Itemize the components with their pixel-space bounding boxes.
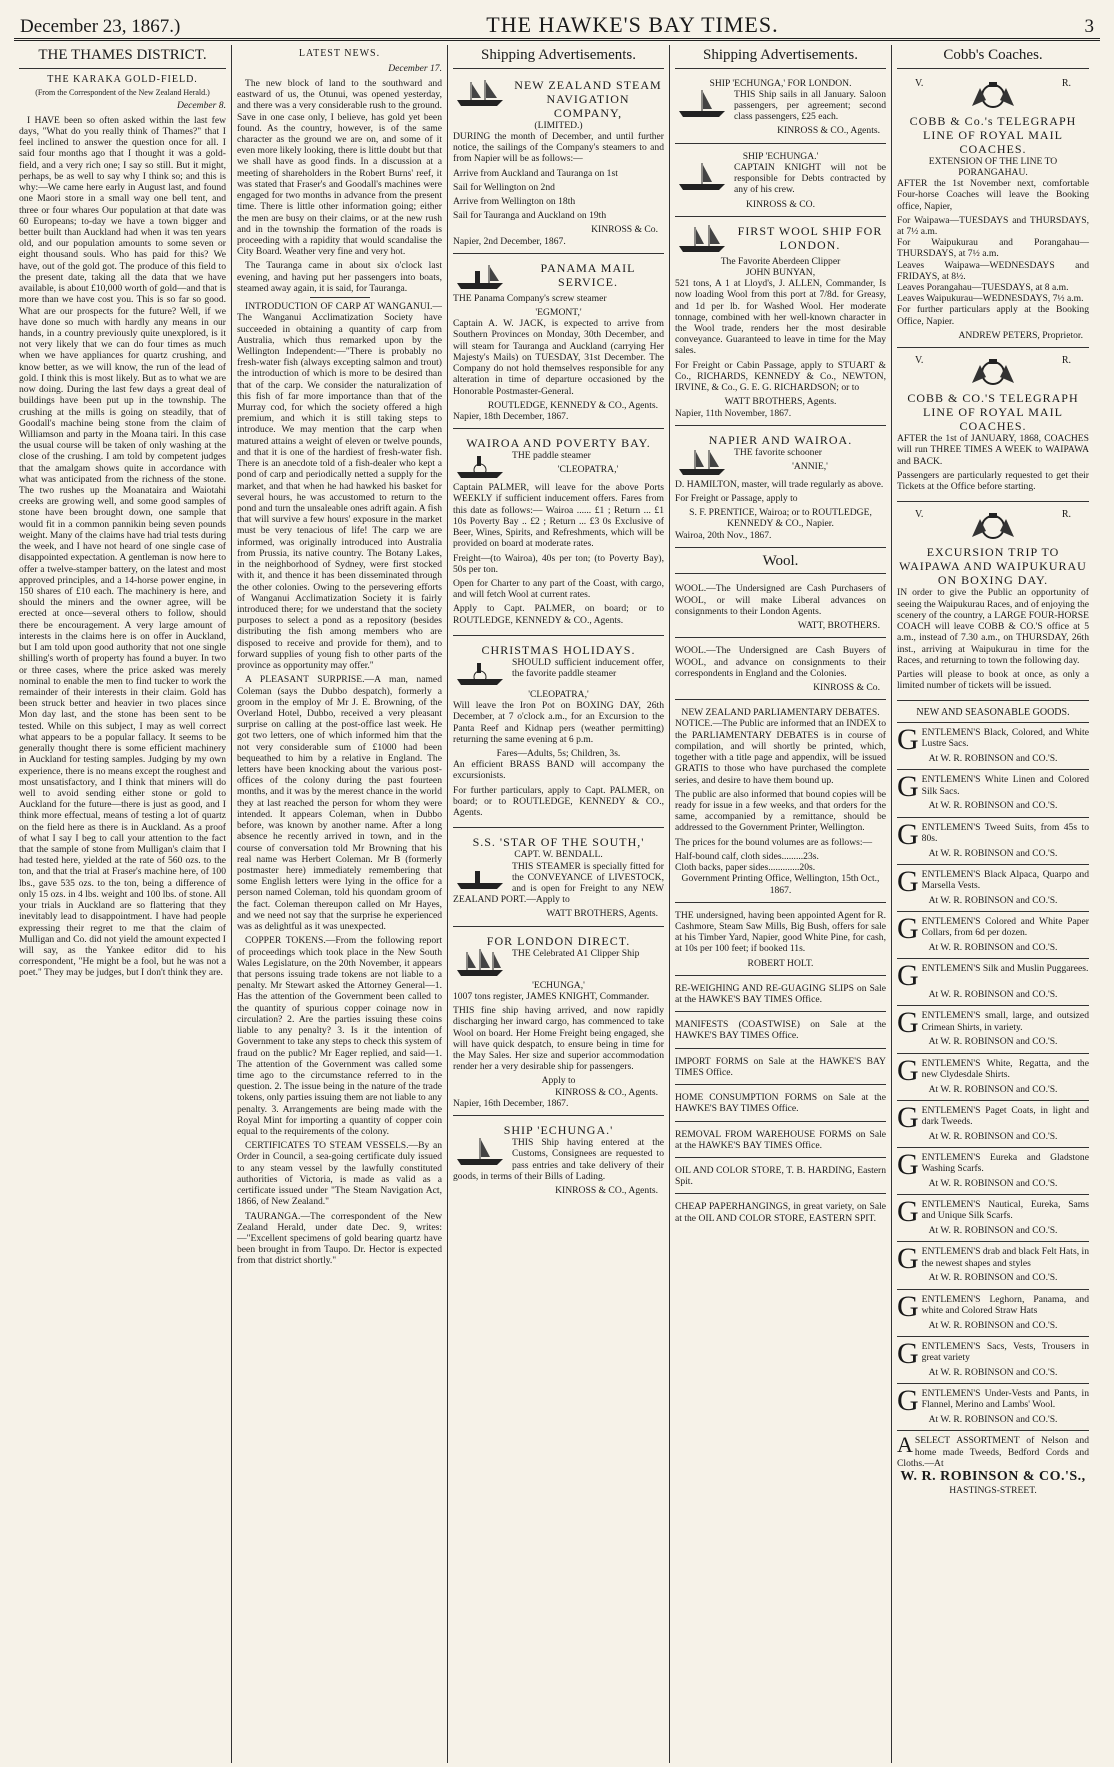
robinson-final-street: HASTINGS-STREET.	[949, 1485, 1037, 1497]
echunga-entry-body: THIS Ship having entered at the Customs, Consignees are requested to pass entries and take delivery of their goods, in terms of their Bills of Lading.	[453, 1137, 664, 1182]
nz-steam-sub: (LIMITED.)	[534, 119, 583, 131]
goods-item-text: ENTLEMEN'S Silk and Muslin Puggarees.	[921, 963, 1089, 975]
nz-steam-ad	[453, 74, 664, 254]
goods-item: GENTLEMEN'S White Linen and Colored Silk Sacs. At W. R. ROBINSON and CO.'S.	[897, 770, 1089, 817]
thames-date: December 8.	[176, 99, 226, 111]
cobb-telegraph-sub: EXTENSION OF THE LINE TO PORANGAHAU.	[928, 155, 1058, 178]
column-shipping-1	[448, 45, 670, 1763]
christmas-band: An efficient BRASS BAND will accompany the excursionists.	[453, 759, 664, 782]
goods-item-at: At W. R. ROBINSON and CO.'S.	[928, 1178, 1058, 1190]
news-paragraph: INTRODUCTION OF CARP AT WANGANUI.—The Wanganui Acclimatization Society have succeeded in obtaining a quantity of carp from Australia, which thus remarked upon by the Wellington Independent:—"There is probably no fresh-water fish (always excepting salmon and trout) the introduction of which is more to be desired than that of the carp. We consider the naturalization of this fish of far more importance than that of the Murray cod, for which the society offered a high premium, and which it is still taking steps to introduce. We may mention that the carp when matured attains a weight of eleven or twelve pounds, and that it is one of the hardiest of fresh-water fish. There is an anecdote told of a fish-dealer who kept a pond of carp and periodically netted a supply for the market, and that when he had hawked his basket for several hours, he was accustomed to return to the pond and turn the unsaleable ones adrift again. A fish that will survive a few hours' exposure in the market must be very tenacious of life! The carp we are informed, was originally introduced into Australia from Prussia, its native country. The Botany Lakes, in the neighborhood of Sydney, were first stocked with it, and thence it has been disseminated through the other colonies. Owing to the persevering efforts of Wanganui Acclimatization Society it is fairly introduced there; for we understand that the society purposes to select a pond as a repository (besides distributing the fish among members who are disposed to receive and provide for them), and to forward supplies of young fish to other parts of the province as opportunity may offer."	[237, 301, 442, 672]
wairoa-charter: Open for Charter to any part of the Coast, with cargo, and will fetch Wool at current rates.	[453, 578, 664, 601]
debates-ad	[675, 703, 886, 903]
home-consumption-ad: HOME CONSUMPTION FORMS on Sale at the HAWKE'S BAY TIMES Office.	[675, 1088, 886, 1121]
wool-watt-body: WOOL.—The Undersigned are Cash Purchasers of WOOL, or will make Liberal advances on consignments to their London Agents.	[675, 583, 886, 617]
panama-ship: 'EGMONT,'	[535, 307, 582, 319]
goods-item-at: At W. R. ROBINSON and CO.'S.	[928, 989, 1058, 1001]
panama-body: Captain A. W. JACK, is expected to arrive from Southern Provinces on Monday, 30th December, and will steam for Tauranga and Auckland (carrying Her Majesty's Mails) on TUESDAY, 31st December. The Company do not hold themselves responsible for any alteration in time of departure occasioned by the Honorable Postmaster-General.	[453, 318, 664, 397]
echunga-london-body: THIS Ship sails in all January. Saloon passengers, per agreement; second class passengers, £25 each.	[734, 88, 886, 123]
cobb-schedule: For Waipukurau and Porangahau—THURSDAYS, at 7½ a.m.	[897, 237, 1089, 260]
thames-heading: THE THAMES DISTRICT.	[19, 45, 226, 69]
goods-item: GENTLEMEN'S Black, Colored, and White Lustre Sacs. At W. R. ROBINSON and CO.'S.	[897, 723, 1089, 770]
goods-item-text: ENTLEMEN'S Leghorn, Panama, and white and Colored Straw Hats	[921, 1293, 1089, 1316]
masthead	[14, 8, 1100, 41]
cobb-telegraph-ad	[897, 74, 1089, 349]
vr-v: V.	[915, 509, 924, 521]
debates-price-line: Cloth backs, paper sides.............20s.	[675, 862, 816, 874]
panama-ad	[453, 257, 664, 429]
cobb-telegraph-title: COBB & Co.'s TELEGRAPH LINE OF ROYAL MAIL COACHES.	[909, 113, 1077, 156]
robinson-final-sig: W. R. ROBINSON & CO.'S.,	[900, 1469, 1086, 1485]
goods-item: GENTLEMEN'S Tweed Suits, from 45s to 80s. At W. R. ROBINSON and CO.'S.	[897, 818, 1089, 865]
debates-price-line: Half-bound calf, cloth sides.........23s.	[675, 850, 819, 862]
christmas-body: SHOULD sufficient inducement offer, the favorite paddle steamer	[512, 656, 664, 680]
royal-crest-icon	[958, 80, 1028, 112]
goods-item: GENTLEMEN'S Silk and Muslin Puggarees. At W. R. ROBINSON and CO.'S.	[897, 959, 1089, 1006]
christmas-ad	[453, 639, 664, 828]
page-number: 3	[1084, 16, 1094, 37]
goods-heading: NEW AND SEASONABLE GOODS.	[897, 704, 1089, 723]
wairoa-freight: Freight—(to Wairoa), 40s per ton; (to Poverty Bay), 50s per ton.	[453, 552, 664, 575]
napier-wairoa-body: D. HAMILTON, master, will trade regularly as above.	[675, 478, 884, 490]
goods-item: GENTLEMEN'S small, large, and outsized Crimean Shirts, in variety. At W. R. ROBINSON and CO.'S.	[897, 1006, 1089, 1053]
cobb-telegraph-body2: For further particulars apply at the Booking Office, Napier.	[897, 304, 1089, 327]
echunga-debts-title: SHIP 'ECHUNGA.'	[742, 150, 819, 162]
column-thames	[14, 45, 232, 1763]
london-direct-line: THE Celebrated A1 Clipper Ship	[512, 947, 640, 959]
goods-item-text: ENTLEMEN'S Nautical, Eureka, Sams and Unique Silk Scarfs.	[921, 1199, 1089, 1222]
wairoa-line: THE paddle steamer	[512, 450, 591, 462]
cobb-schedule: Leaves Waipukurau—WEDNESDAYS, 7½ a.m.	[897, 293, 1084, 305]
goods-item: GENTLEMEN'S Nautical, Eureka, Sams and Unique Silk Scarfs. At W. R. ROBINSON and CO.'S.	[897, 1195, 1089, 1242]
goods-item-text: ENTLEMEN'S drab and black Felt Hats, in the newest shapes and styles	[921, 1246, 1089, 1269]
column-latest-news	[232, 45, 448, 1763]
goods-item-at: At W. R. ROBINSON and CO.'S.	[928, 1225, 1058, 1237]
goods-item-text: ENTLEMEN'S White Linen and Colored Silk Sacs.	[921, 774, 1089, 797]
manifests-ad: MANIFESTS (COASTWISE) on Sale at the HAWKE'S BAY TIMES Office.	[675, 1015, 886, 1048]
nz-steam-arrive: Arrive from Auckland and Tauranga on 1st	[453, 167, 618, 179]
goods-item-text: ENTLEMEN'S Black, Colored, and White Lustre Sacs.	[921, 727, 1089, 750]
ship-icon	[675, 89, 729, 119]
news-paragraph: The new block of land to the southward and eastward of us, the Otunui, was opened yesterday, and there was a very considerable rush to the ground. Save in one case only, I believe, has gold yet been found. As the country, however, is of the same character as the ground we are on, and some of it even more likely looking, there is little doubt but that we shall have as good finds. In a discussion at a meeting of shareholders in the Robert Burns' reef, it was stated that Fraser's and Goodall's machines were engaged for two months in advance from the present time. There is little other information going; either the men are busy on their claims, or at the new rush and in the township the formation of the roads is proceeding with a rapidity that would scandalise the City Board. Weather very fine and very hot.	[237, 77, 442, 258]
panama-title: PANAMA MAIL SERVICE.	[540, 260, 636, 289]
excursion-body2: Parties will please to book at once, as only a limited number of tickets will be issued.	[897, 668, 1089, 692]
masthead-title: THE HAWKE'S BAY TIMES.	[486, 12, 779, 37]
nz-steam-body: DURING the month of December, and until further notice, the sailings of the Company's steamers to and from Napier will be as follows:—	[453, 130, 664, 165]
goods-item-text: ENTLEMEN'S White, Regatta, and the new Clydesdale Shirts.	[921, 1057, 1089, 1080]
christmas-ship: 'CLEOPATRA,'	[528, 688, 589, 700]
ship-icon	[675, 162, 729, 192]
goods-item: GENTLEMEN'S Leghorn, Panama, and white and Colored Straw Hats At W. R. ROBINSON and CO.'S.	[897, 1290, 1089, 1337]
vr-v: V.	[915, 355, 924, 367]
timber-body: THE undersigned, having been appointed Agent for R. Cashmore, Steam Saw Mills, Big Bush, offers for sale at his Timber Yard, Napier, good White Pine, for cash, at 10s per 100 feet; if booked 11s.	[675, 909, 886, 955]
goods-item: GENTLEMEN'S Black Alpaca, Quarpo and Marsella Vests. At W. R. ROBINSON and CO.'S.	[897, 865, 1089, 912]
news-paragraph: CERTIFICATES TO STEAM VESSELS.—By an Order in Council, a sea-going certificate duly issued to any steam vessel by the lawfully constituted authorities of Victoria, is made as valid as a certificate issued under "The Steam Navigation Act, 1866, of New Zealand."	[237, 1140, 442, 1208]
removal-ad: REMOVAL FROM WAREHOUSE FORMS on Sale at the HAWKE'S BAY TIMES Office.	[675, 1125, 886, 1158]
wool-watt-ad	[675, 579, 886, 638]
news-paragraph: The Tauranga came in about six o'clock last evening, and having put her passengers into boats, steamed away again, it is said, for Tauranga.	[237, 260, 442, 294]
napier-wairoa-apply: For Freight or Passage, apply to	[675, 493, 798, 505]
ship-icon	[453, 1137, 507, 1167]
goods-item: GENTLEMEN'S Paget Coats, in light and dark Tweeds. At W. R. ROBINSON and CO.'S.	[897, 1101, 1089, 1148]
goods-item-text: ENTLEMEN'S Eureka and Gladstone Washing Scarfs.	[921, 1152, 1089, 1175]
wairoa-apply: Apply to Capt. PALMER, on board; or to ROUTLEDGE, KENNEDY & CO., Agents.	[453, 603, 664, 626]
goods-item: GENTLEMEN'S Colored and White Paper Collars, from 6d per dozen. At W. R. ROBINSON and CO.'S.	[897, 912, 1089, 959]
excursion-body: IN order to give the Public an opportunity of seeing the Waipukurau Races, and of enjoying the scenery of the country, a LARGE FOUR-HORSE COACH will leave COBB & CO.'S office at 5 a.m., instead of 7.30 a.m., on THURSDAY, 26th inst., arriving at Waipukurau in time for the Races, and returning to town the following day.	[897, 587, 1089, 666]
goods-item: GENTLEMEN'S Eureka and Gladstone Washing Scarfs. At W. R. ROBINSON and CO.'S.	[897, 1148, 1089, 1195]
excursion-title: EXCURSION TRIP TO WAIPAWA AND WAIPUKURAU ON BOXING DAY.	[899, 545, 1087, 588]
christmas-title: CHRISTMAS HOLIDAYS.	[481, 642, 636, 657]
goods-item: GENTLEMEN'S Sacs, Vests, Trousers in great variety At W. R. ROBINSON and CO.'S.	[897, 1337, 1089, 1384]
nz-steam-date: Napier, 2nd December, 1867.	[453, 235, 566, 247]
reweighing-ad: RE-WEIGHING AND RE-GUAGING SLIPS on Sale at the HAWKE'S BAY TIMES Office.	[675, 979, 886, 1012]
ship-icon	[453, 861, 507, 891]
goods-item-at: At W. R. ROBINSON and CO.'S.	[928, 847, 1058, 859]
news-paragraph: A PLEASANT SURPRISE.—A man, named Coleman (says the Dubbo despatch), formerly a groom in the employ of Mr J. E. Browning, of the Overland Hotel, Dubbo, received a very pleasant surprise on calling at the post-office last week. He got two letters, one of which informed him that the not very considerable sum of £1000 had been bequeathed to him by a relative in England. The letters have been knocking about the various post-offices of the colony during the past fourteen months, and it was by the merest chance in the world they at last reached the person for whom they were intended. It appears Coleman, when in Dubbo before, was known by another name. After a long absence he recently arrived in town, and in the course of conversation told Mr Browning that his real name was Herbert Coleman. Mr B (formerly postmaster here) immediately remembering that some English letters were lying in the office for a person named Coleman, told his quondam groom of the fact. Coleman thereupon called on Mr Hayes, and we need not say that the surprise he experienced was as delightful as it was unexpected.	[237, 674, 442, 933]
masthead-date: December 23, 1867.)	[20, 16, 181, 37]
star-south-title: S.S. 'STAR OF THE SOUTH,'	[472, 835, 645, 850]
christmas-apply: For further particulars, apply to Capt. PALMER, on board; or to ROUTLEDGE, KENNEDY & CO., Agents.	[453, 784, 664, 819]
london-direct-title: FOR LONDON DIRECT.	[486, 933, 631, 948]
cobb-schedule: Leaves Waipawa—WEDNESDAYS and FRIDAYS, at 8½.	[897, 259, 1089, 282]
ship-icon	[453, 261, 507, 291]
import-forms-ad: IMPORT FORMS on Sale at the HAWKE'S BAY TIMES Office.	[675, 1052, 886, 1085]
first-wool-body2: 521 tons, A 1 at Lloyd's, J. ALLEN, Commander, Is now loading Wool from this port at 7/8d. for Greasy, and 1d per lb. for Washed Wool. Her moderate tonnage, combined with her well-known character in the Wool trade, renders her the most desirable conveyance. Guaranteed to leave in time for the May sales.	[675, 278, 886, 357]
goods-item-at: At W. R. ROBINSON and CO.'S.	[928, 1414, 1058, 1426]
royal-crest-icon	[958, 357, 1028, 389]
first-wool-title: FIRST WOOL SHIP FOR LONDON.	[737, 223, 883, 252]
debates-prices: The prices for the bound volumes are as follows:—	[675, 836, 873, 848]
shipping-heading-2: Shipping Advertisements.	[675, 45, 886, 69]
napier-wairoa-ad	[675, 429, 886, 548]
goods-item: GENTLEMEN'S White, Regatta, and the new Clydesdale Shirts. At W. R. ROBINSON and CO.'S.	[897, 1054, 1089, 1101]
london-direct-date: Napier, 16th December, 1867.	[453, 1097, 569, 1109]
goods-item-text: ENTLEMEN'S Black Alpaca, Quarpo and Marsella Vests.	[921, 868, 1089, 891]
echunga-london-ad	[675, 74, 886, 144]
panama-date: Napier, 18th December, 1867.	[453, 411, 569, 423]
star-south-sub: CAPT. W. BENDALL.	[514, 849, 603, 861]
first-wool-apply: For Freight or Cabin Passage, apply to STUART & Co., RICHARDS, KENNEDY & Co., NEWTON, IRVINE, & Co., G. E. G. RICHARDSON; or to	[675, 359, 886, 394]
wool-kinross-ad	[675, 641, 886, 700]
cobb-january-body: AFTER the 1st of JANUARY, 1868, COACHES will run THREE TIMES A WEEK to WAIPAWA and BACK.	[897, 433, 1089, 467]
timber-ad	[675, 906, 886, 976]
goods-item-at: At W. R. ROBINSON and CO.'S.	[928, 941, 1058, 953]
timber-sig: ROBERT HOLT.	[747, 957, 814, 969]
echunga-debts-ad	[675, 147, 886, 217]
goods-item-at: At W. R. ROBINSON and CO.'S.	[928, 800, 1058, 812]
cobb-january-ad	[897, 351, 1089, 502]
ship-icon	[453, 948, 507, 978]
nz-steam-line: Sail for Wellington on 2nd	[453, 181, 555, 193]
wairoa-ad	[453, 432, 664, 636]
wool-watt-sig: WATT, BROTHERS.	[797, 620, 880, 632]
robinson-final-ad: ASELECT ASSORTMENT of Nelson and home made Tweeds, Bedford Cords and Cloths.—At W. R. ROBINSON & CO.'S., HASTINGS-STREET.	[897, 1432, 1089, 1497]
napier-wairoa-line: THE favorite schooner	[734, 446, 822, 458]
echunga-entry-sig: KINROSS & CO., Agents.	[555, 1185, 658, 1197]
goods-item-at: At W. R. ROBINSON and CO.'S.	[928, 1319, 1058, 1331]
ship-icon	[675, 447, 729, 477]
first-wool-sig: WATT BROTHERS, Agents.	[724, 396, 837, 408]
goods-item: GENTLEMEN'S Under-Vests and Pants, in Flannel, Merino and Lambs' Wool. At W. R. ROBINSON and CO.'S.	[897, 1384, 1089, 1431]
goods-item-at: At W. R. ROBINSON and CO.'S.	[928, 753, 1058, 765]
ship-icon	[453, 78, 507, 108]
wool-heading: Wool.	[675, 551, 886, 575]
goods-item-at: At W. R. ROBINSON and CO.'S.	[928, 1036, 1058, 1048]
echunga-london-title: SHIP 'ECHUNGA,' FOR LONDON.	[709, 77, 852, 89]
london-direct-body2: THIS fine ship having arrived, and now rapidly discharging her inward cargo, has commenced to take Wool on board. Her Home Freight being engaged, she will have quick despatch, to ensure being in time for the May Sales. Her size and superior accommodation render her a very desirable ship for passengers.	[453, 1005, 664, 1073]
christmas-body2: Will leave the Iron Pot on BOXING DAY, 26th December, at 7 o'clock a.m., for an Excursion to the Panta Reef and Kidnap pers (weather permitting) returning the same evening at 6 p.m.	[453, 700, 664, 745]
correspondent-note: (From the Correspondent of the New Zealand Herald.)	[35, 88, 210, 98]
first-wool-ship: JOHN BUNYAN,	[745, 266, 816, 278]
excursion-ad	[897, 505, 1089, 701]
debates-body: NOTICE.—The Public are informed that an INDEX to the PARLIAMENTARY DEBATES is in course of compilation, and will shortly be printed, which, together with a title page and appendix, will be issued GRATIS to those who have purchased the complete series, and desire to have them bound up.	[675, 718, 887, 786]
nz-steam-title: NEW ZEALAND STEAM NAVIGATION COMPANY,	[514, 77, 662, 120]
christmas-fares: Fares—Adults, 5s; Children, 3s.	[496, 748, 621, 760]
debates-body2: The public are also informed that bound copies will be ready for issue in a few weeks, and that orders for the same, accompanied by a remittance, should be addressed to the Government Printer, Wellington.	[675, 788, 886, 834]
napier-wairoa-sig: S. F. PRENTICE, Wairoa; or to ROUTLEDGE, KENNEDY & CO., Napier.	[689, 507, 872, 530]
news-paragraph: COPPER TOKENS.—From the following report of proceedings which took place in the New South Wales Legislature, on the 20th November, it appears that persons issuing trade tokens are not liable to a penalty. Mr Stewart asked the Attorney General—1. Has the attention of the Government been called to the quantity of spurious copper coinage now in circulation? 2. Are the parties issuing these coins liable to any penalty? 3. Is it the intention of Government to take any steps to check this system of fraud on the public? Mr Eager replied, and said—1. The attention of the Government was called some time ago to the circumstance referred to in the question. 2. The issue being in the nature of the trade tokens, only parties issuing them are not liable to any penalty. 3. Arrangements are being made with the Royal Mint for importing a quantity of copper coin equal to the requirements of the colony.	[237, 935, 442, 1138]
royal-crest-icon	[958, 511, 1028, 543]
karaka-subheading: THE KARAKA GOLD-FIELD.	[47, 73, 198, 85]
wairoa-title: WAIROA AND POVERTY BAY.	[466, 436, 651, 451]
goods-item-text: ENTLEMEN'S small, large, and outsized Crimean Shirts, in variety.	[921, 1010, 1089, 1033]
goods-item-text: ENTLEMEN'S Paget Coats, in light and dark Tweeds.	[921, 1104, 1089, 1128]
cobb-january-title: COBB & CO.'S TELEGRAPH LINE OF ROYAL MAIL COACHES.	[907, 391, 1079, 434]
echunga-entry-title: SHIP 'ECHUNGA.'	[503, 1123, 614, 1138]
london-direct-ship: 'ECHUNGA,'	[532, 979, 585, 991]
goods-item-at: At W. R. ROBINSON and CO.'S.	[928, 894, 1058, 906]
latest-news-heading: LATEST NEWS.	[298, 48, 381, 59]
robinson-final-body: SELECT ASSORTMENT of Nelson and home made Tweeds, Bedford Cords and Cloths.—At	[897, 1435, 1089, 1469]
vr-r: R.	[1061, 355, 1071, 367]
first-wool-ad	[675, 220, 886, 426]
goods-item-text: ENTLEMEN'S Tweed Suits, from 45s to 80s.	[921, 821, 1089, 844]
star-south-ad	[453, 831, 664, 926]
shipping-heading: Shipping Advertisements.	[453, 45, 664, 69]
goods-item-at: At W. R. ROBINSON and CO.'S.	[928, 1083, 1058, 1095]
goods-item-text: ENTLEMEN'S Colored and White Paper Collars, from 6d per dozen.	[921, 915, 1089, 939]
echunga-entry-ad	[453, 1119, 664, 1202]
panama-line: THE Panama Company's screw steamer	[453, 292, 607, 304]
paperhangings-ad: CHEAP PAPERHANGINGS, in great variety, on Sale at the OIL AND COLOR STORE, EASTERN SPIT.	[675, 1201, 886, 1224]
panama-sig: ROUTLEDGE, KENNEDY & CO., Agents.	[487, 399, 658, 411]
goods-item: GENTLEMEN'S drab and black Felt Hats, in the newest shapes and styles At W. R. ROBINSON and CO.'S.	[897, 1242, 1089, 1289]
napier-wairoa-date: Wairoa, 20th Nov., 1867.	[675, 529, 772, 541]
wairoa-ship: 'CLEOPATRA,'	[557, 464, 619, 476]
debates-sig: Government Printing Office, Wellington, 15th Oct., 1867.	[681, 873, 880, 896]
goods-item-at: At W. R. ROBINSON and CO.'S.	[928, 1366, 1058, 1378]
vr-v: V.	[915, 77, 924, 89]
echunga-debts-sig: KINROSS & CO.	[745, 198, 816, 210]
echunga-london-sig: KINROSS & CO., Agents.	[777, 125, 880, 137]
napier-wairoa-ship: 'ANNIE,'	[792, 461, 828, 473]
cobb-telegraph-body: AFTER the 1st November next, comfortable Four-horse Coaches will leave the Booking office, Napier,	[897, 178, 1089, 212]
echunga-debts-body: CAPTAIN KNIGHT will not be responsible for Debts contracted by any of his crew.	[734, 161, 886, 196]
goods-item-text: ENTLEMEN'S Sacs, Vests, Trousers in great variety	[921, 1340, 1089, 1364]
wool-kinross-sig: KINROSS & Co.	[813, 682, 880, 693]
london-direct-apply: Apply to	[541, 1075, 576, 1087]
nz-steam-line: Arrive from Wellington on 18th	[453, 195, 576, 207]
nz-steam-sig: KINROSS & Co.	[591, 224, 658, 236]
star-south-body: THIS STEAMER is specially fitted for the CONVEYANCE of LIVESTOCK, and is open for Freight to any NEW ZEALAND PORT.—Apply to	[453, 860, 664, 906]
nz-steam-line: Sail for Tauranga and Auckland on 19th	[453, 210, 607, 222]
ship-icon	[675, 224, 729, 254]
wool-kinross-body: WOOL.—The Undersigned are Cash Buyers of WOOL, and advance on consignments to their correspondents in England and the Colonies.	[675, 645, 886, 679]
goods-item-text: ENTLEMEN'S Under-Vests and Pants, in Flannel, Merino and Lambs' Wool.	[921, 1388, 1089, 1411]
news-paragraph: TAURANGA.—The correspondent of the New Zealand Herald, under date Dec. 9, writes:—"Excellent specimens of gold bearing quartz have been brought in from Taupo. Dr. Hector is expected from that district shortly."	[237, 1210, 442, 1267]
first-wool-body: The Favorite Aberdeen Clipper	[720, 255, 841, 267]
vr-r: R.	[1061, 77, 1071, 89]
debates-title: NEW ZEALAND PARLIAMENTARY DEBATES.	[681, 707, 880, 719]
column-cobbs	[892, 45, 1094, 1763]
goods-item-at: At W. R. ROBINSON and CO.'S.	[928, 1272, 1058, 1284]
thames-article: I HAVE been so often asked within the last few days, "What do you really think of Thames?" that I feel inclined to answer the question once for all. I said four months ago that I thought it was a gold-field, and a very rich one; I say so still. But it might, perhaps, be as well to say why I think so; and this is why:—We came here early in August last, and found one Maori store in a small way one bell tent, and three or four whares Our population at that date was 60 Europeans; to-day we have a town bigger and better built than Auckland had when it was ten years old, and our population amounts to some seven or eight thousand souls. Who has paid for this? We have, out of the gold got. The produce of this field to the present date, taking all the data that we have available, is about £10,000 worth of gold—and that is more than we have cost you. This is so far so good. What are our prospects for the future? Well, if we have done so much with hardly any means in our hands, in a country previously quite unexplored, is it not very likely that we can do four times as much when we have appliances for quartz crushing, and know better, as we will know, the run of the lead of gold. I think this is most likely. But as to what we are now doing. During the last few days a great deal of buildings have been put up in the township. The crushing at the mills is going on steadily, that of Goodall's machine being stone from the claim of Williamson and party in the Moana tairi. In this case the usual course will be taken of only washing at the close of the crushing. I am told by competent judges that the amalgam shows quite in accordance with what was anticipated from the richness of the stone. The two rushes up the Moanataira and Waiotahi creeks are growing well, and some good samples of stone have been brought down, one sample that would fit in a common pannikin being seven pounds weight. Many of the claims have had trial tests during the week, and I have not heard of one single case of disappointed expectation. A gentleman is now here to offer a twelve-stamper battery, on the latest and most approved principles, and a 14-horse power engine, in 150 shares of £10 each. The machinery is here, and should the miners and the owner agree, will be erected at once—several others to follow, should there be encouragement. A very large amount of interests in the claims here is on offer in Auckland, but I am told upon good authority that not one single shilling's worth of property has found a buyer. In two or three cases, where the price asked was merely nominal to enable the men to find tucker to work the remainder of their interests in their claim. Gold has been struck better and heavier in two places since Mon day last, and the stone has been sent to be tested. While on this subject, I may as well correct what appears to be a popular fallacy. It seems to be generally thought there is some efficient machinery in Auckland for testing samples. Judging by my own experience, there is no means except the roughest and most unsatisfactory, and I think that miners will do well to avoid sending either stone or gold to Auckland for the future—there is just as good, and I think more effectual, means of testing a lot of quartz on the field here as there is in Auckland. As a proof of what I say I beg to call your attention to the fact that the sample of stone from Mulligan's claim that I had tested here, yielded at the rate of 560 ozs. to the ton, and that the trial at Fraser's machine here, of 100 lbs., gave 535 ozs. to the ton, being a difference of only 15 ozs. in 4 lbs. weight and 100 lbs. of stone. All your trials in Auckland are so flattering that they inevitably lead to disappointment. I have had people expressing their regret to me that the claim of Mulligan and Co. did not yield the amount expected I will say, as the Yankee editor did to his correspondent, "He might be a fool, but he was not a poet." They may be judges, but I don't think they are.	[19, 114, 226, 979]
napier-wairoa-title: NAPIER AND WAIROA.	[708, 432, 853, 447]
oil-color-ad: OIL AND COLOR STORE, T. B. HARDING, Eastern Spit.	[675, 1161, 886, 1194]
goods-item-at: At W. R. ROBINSON and CO.'S.	[928, 1130, 1058, 1142]
first-wool-date: Napier, 11th November, 1867.	[675, 407, 792, 419]
star-south-sig: WATT BROTHERS, Agents.	[546, 908, 658, 920]
ship-icon	[453, 450, 507, 480]
cobb-telegraph-sig: ANDREW PETERS, Proprietor.	[958, 329, 1083, 341]
vr-r: R.	[1061, 509, 1071, 521]
cobbs-heading: Cobb's Coaches.	[897, 45, 1089, 69]
cobb-january-body2: Passengers are particularly requested to get their Tickets at the Office before starting.	[897, 469, 1089, 493]
cobb-schedule: For Waipawa—TUESDAYS and THURSDAYS, at 7½ a.m.	[897, 214, 1089, 237]
london-direct-ad	[453, 930, 664, 1116]
latest-news-date: December 17.	[388, 62, 442, 74]
london-direct-body: 1007 tons register, JAMES KNIGHT, Commander.	[453, 990, 650, 1002]
column-shipping-2	[670, 45, 892, 1763]
ship-icon	[453, 657, 507, 687]
london-direct-sig: KINROSS & CO., Agents.	[555, 1086, 658, 1098]
wairoa-body: Captain PALMER, will leave for the above Ports WEEKLY if sufficient inducement offers. Fares from this date as follows:— Wairoa ...... £1 ; Return ... £1 10s Poverty Bay .. £2 ; Return ... £3 0s Exclusive of Beer, Wines, Spirits, and Refreshments, which will be provided on board at moderate rates.	[453, 482, 664, 550]
cobb-schedule: Leaves Porangahau—TUESDAYS, at 8 a.m.	[897, 282, 1069, 294]
